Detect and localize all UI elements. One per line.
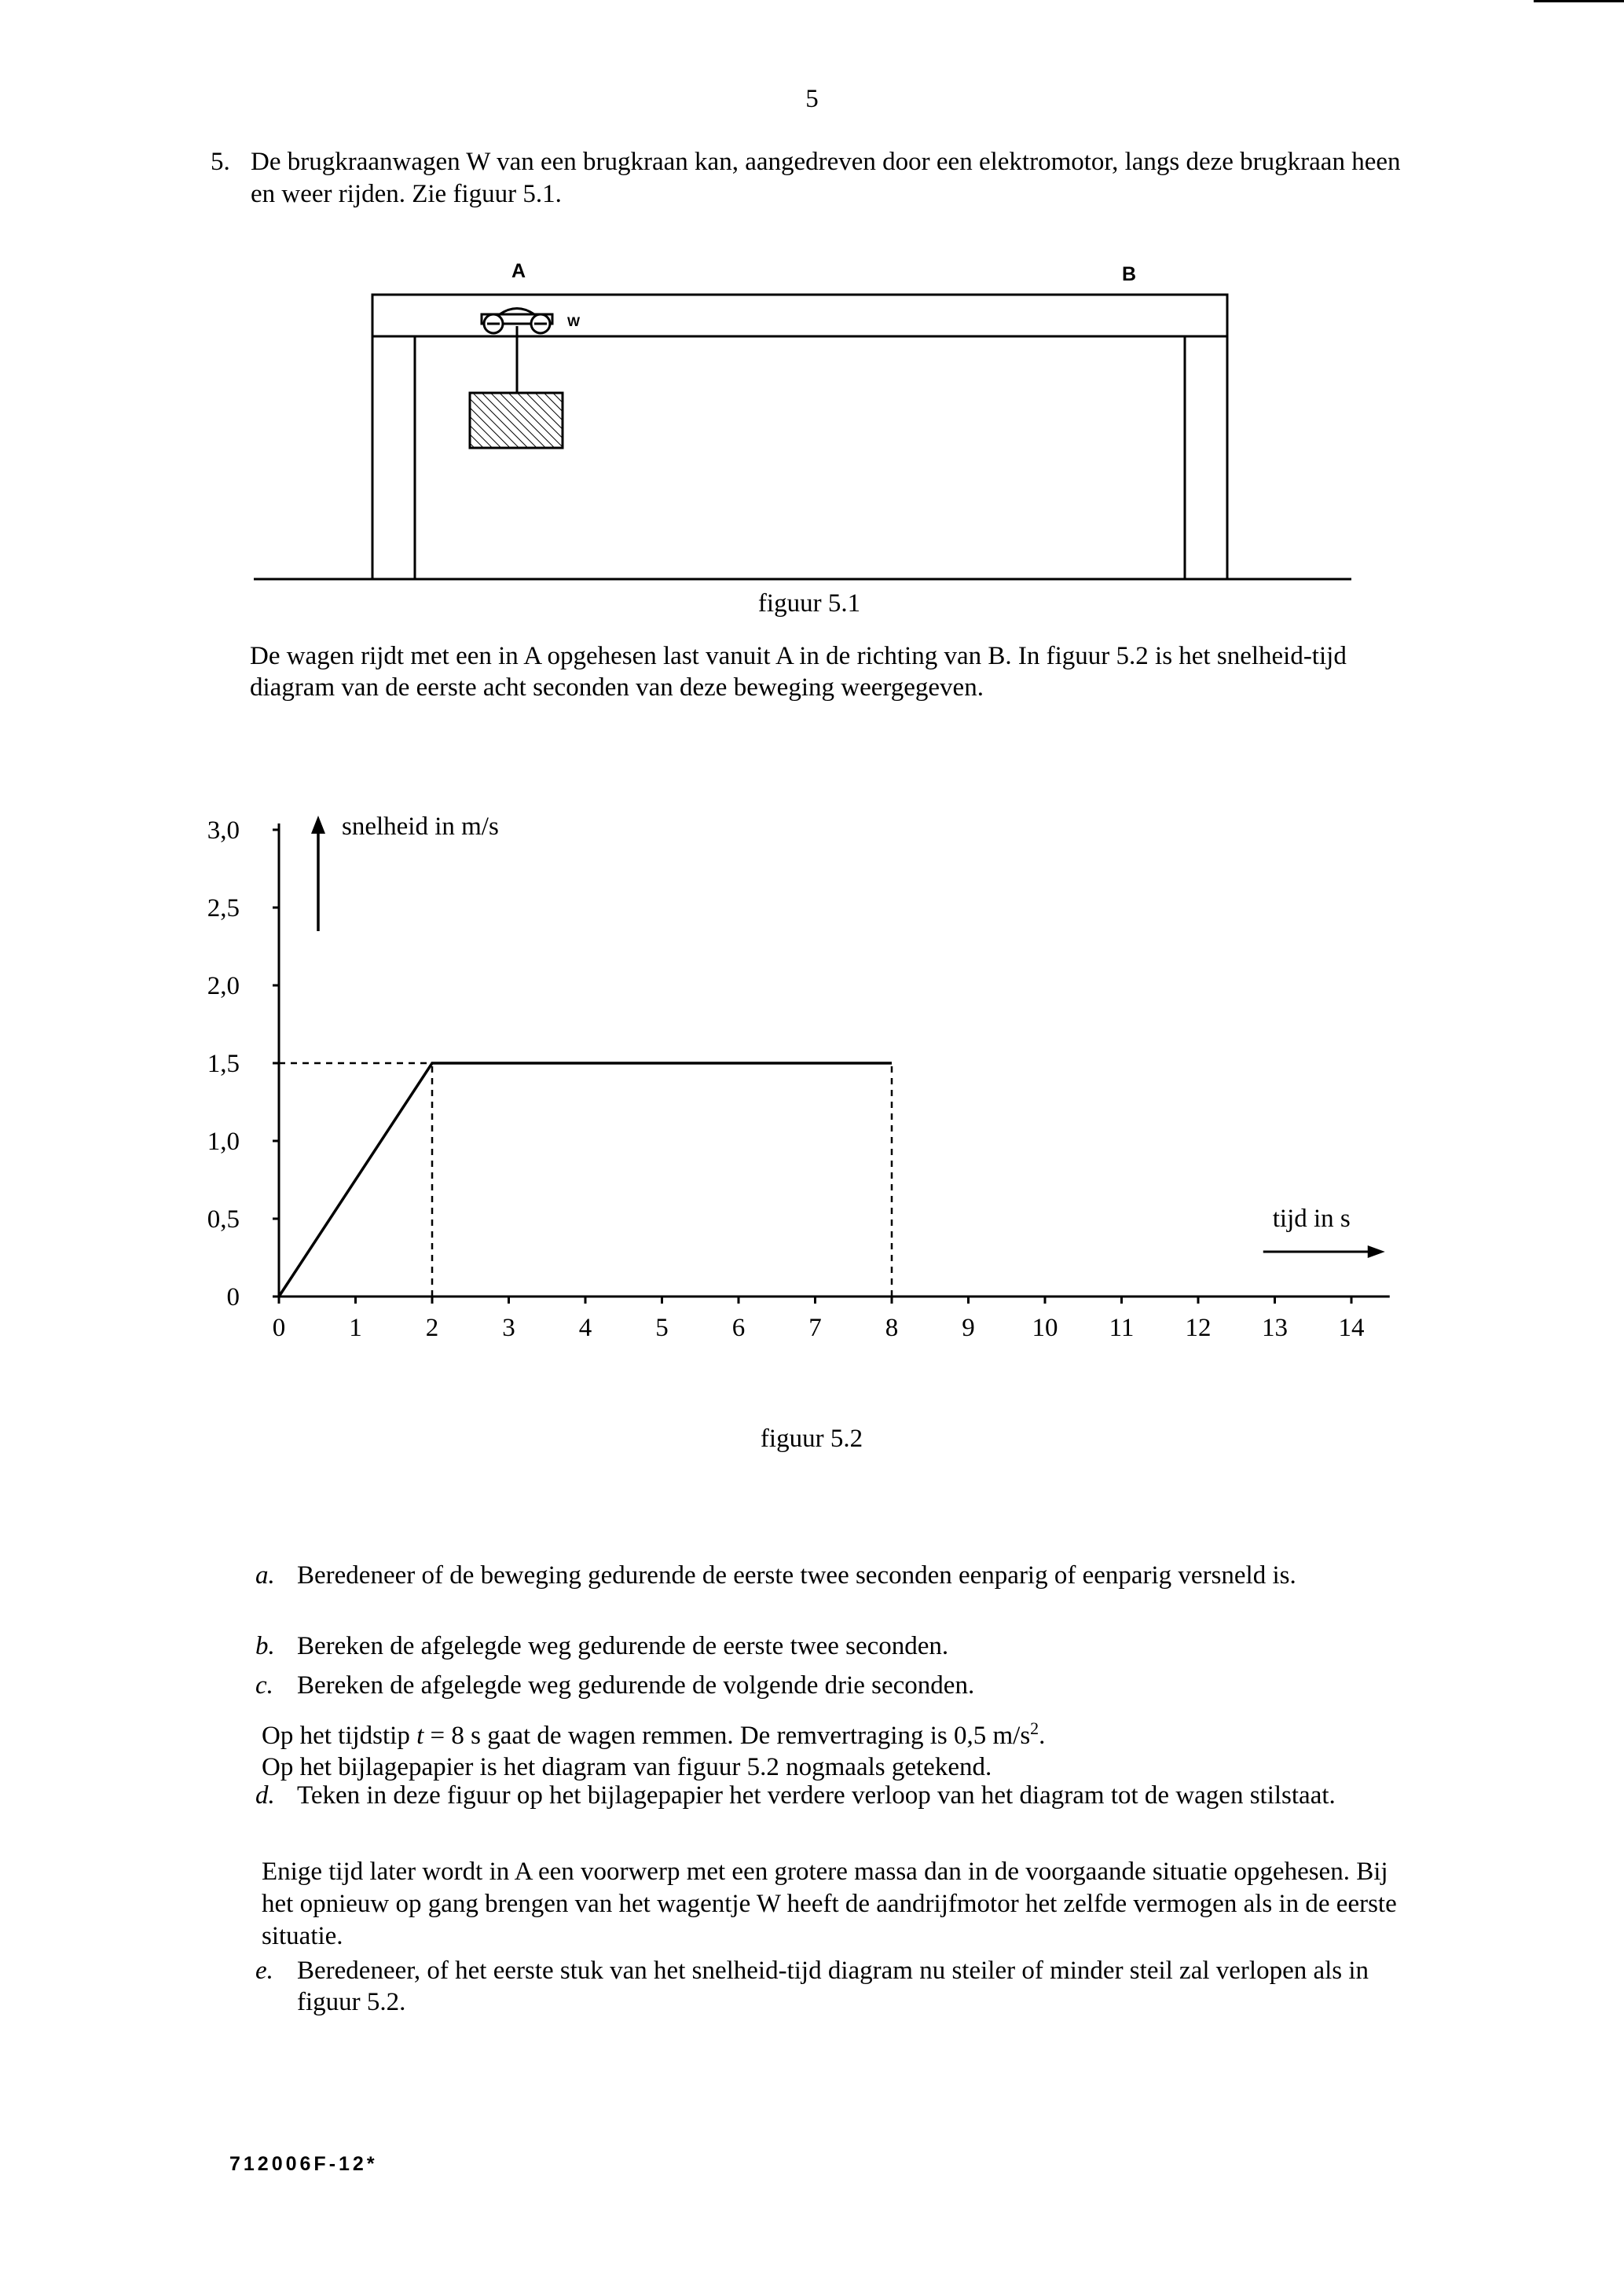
subquestion-d-text: Teken in deze figuur op het bijlagepapier het verdere verloop van het diagram tot de wagen stilstaat. xyxy=(297,1781,1336,1810)
x-tick-label: 10 xyxy=(1032,1314,1058,1342)
x-tick-label: 8 xyxy=(885,1314,899,1342)
figure-crane-diagram xyxy=(250,259,1358,581)
subquestion-b-text: Bereken de afgelegde weg gedurende de eerste twee seconden. xyxy=(297,1632,949,1660)
x-tick-label: 12 xyxy=(1185,1314,1212,1342)
brake-paragraph xyxy=(262,1713,1401,1783)
subquestion-a-label: a. xyxy=(255,1561,275,1590)
y-tick-label: 3,0 xyxy=(207,816,240,845)
page-number: 5 xyxy=(805,85,819,113)
x-axis-label: tijd in s xyxy=(1272,1205,1351,1233)
y-tick-label: 1,5 xyxy=(207,1050,240,1078)
x-tick-label: 2 xyxy=(425,1314,439,1342)
brake-text-line2: Op het bijlagepapier is het diagram van figuur 5.2 nogmaals getekend. xyxy=(262,1753,992,1781)
x-tick-label: 7 xyxy=(808,1314,822,1342)
y-tick-label: 0,5 xyxy=(207,1205,240,1234)
y-axis-label: snelheid in m/s xyxy=(342,812,499,841)
x-tick-label: 13 xyxy=(1262,1314,1288,1342)
label-w: W xyxy=(567,314,581,329)
y-arrow-head xyxy=(311,816,325,834)
x-tick-label: 6 xyxy=(731,1314,746,1342)
subquestion-a xyxy=(255,1560,1418,1591)
subquestion-e-label: e. xyxy=(255,1957,273,1985)
footer-code: 712006F-12* xyxy=(229,2153,378,2175)
later-paragraph: Enige tijd later wordt in A een voorwerp met een grotere massa dan in de voorgaande situatie opgehesen. Bij het opnieuw op gang brengen van het wagentje W heeft de aandrijfmotor het zelfde vermogen als in de eerste situatie. xyxy=(262,1858,1397,1950)
subquestion-e-text: Beredeneer, of het eerste stuk van het snelheid-tijd diagram nu steiler of minder steil zal verlopen als in figuur 5.2. xyxy=(297,1957,1369,2016)
x-tick-label: 11 xyxy=(1109,1314,1135,1342)
label-b: B xyxy=(1122,263,1137,285)
question-intro-text: De brugkraanwagen W van een brugkraan kan, aangedreven door een elektromotor, langs deze brugkraan heen en weer rijden. Zie figuur 5.1. xyxy=(251,148,1401,208)
y-tick-label: 0 xyxy=(226,1283,240,1311)
brake-text-mid: = 8 s gaat de wagen remmen. De remvertraging is 0,5 m/s xyxy=(423,1722,1031,1750)
velocity-line xyxy=(279,1063,892,1297)
label-a: A xyxy=(511,260,526,282)
brake-text-pre: Op het tijdstip xyxy=(262,1722,417,1750)
x-tick-label: 5 xyxy=(655,1314,669,1342)
x-tick-label: 4 xyxy=(578,1314,592,1342)
y-tick-label: 2,5 xyxy=(207,894,240,922)
subquestion-c-text: Bereken de afgelegde weg gedurende de volgende drie seconden. xyxy=(297,1671,975,1700)
hoisted-load xyxy=(470,393,563,448)
x-tick-label: 9 xyxy=(962,1314,975,1342)
x-tick-label: 14 xyxy=(1338,1314,1365,1342)
x-arrow-head xyxy=(1368,1245,1385,1258)
figure-description: De wagen rijdt met een in A opgehesen last vanuit A in de richting van B. In figuur 5.2 is het snelheid-tijd diagram van de eerste acht seconden van deze beweging weergegeven. xyxy=(250,642,1347,702)
time-variable: t xyxy=(416,1722,424,1750)
subquestion-d-label: d. xyxy=(255,1781,275,1810)
figure1-caption: figuur 5.1 xyxy=(757,589,861,618)
subquestion-b xyxy=(255,1630,1418,1662)
brake-text-end: . xyxy=(1039,1722,1046,1750)
subquestion-c xyxy=(255,1670,1418,1701)
x-tick-label: 0 xyxy=(272,1314,286,1342)
corner-mark xyxy=(1534,0,1624,2)
x-tick-label: 3 xyxy=(502,1314,515,1342)
subquestion-a-text: Beredeneer of de beweging gedurende de eerste twee seconden eenparig of eenparig versneld is. xyxy=(297,1561,1296,1590)
y-tick-label: 1,0 xyxy=(207,1128,240,1156)
velocity-time-chart xyxy=(200,809,1410,1359)
x-tick-label: 1 xyxy=(349,1314,362,1342)
figure2-caption: figuur 5.2 xyxy=(760,1425,863,1453)
left-leg xyxy=(372,336,415,579)
subquestion-b-label: b. xyxy=(255,1632,275,1660)
right-leg xyxy=(1185,336,1227,579)
question-number: 5. xyxy=(211,148,230,176)
subquestion-c-label: c. xyxy=(255,1671,273,1700)
question-intro xyxy=(211,146,1405,211)
y-tick-label: 2,0 xyxy=(207,972,240,1000)
subquestion-e xyxy=(255,1955,1418,2018)
subquestion-d xyxy=(255,1780,1418,1811)
unit-superscript: 2 xyxy=(1030,1718,1039,1738)
